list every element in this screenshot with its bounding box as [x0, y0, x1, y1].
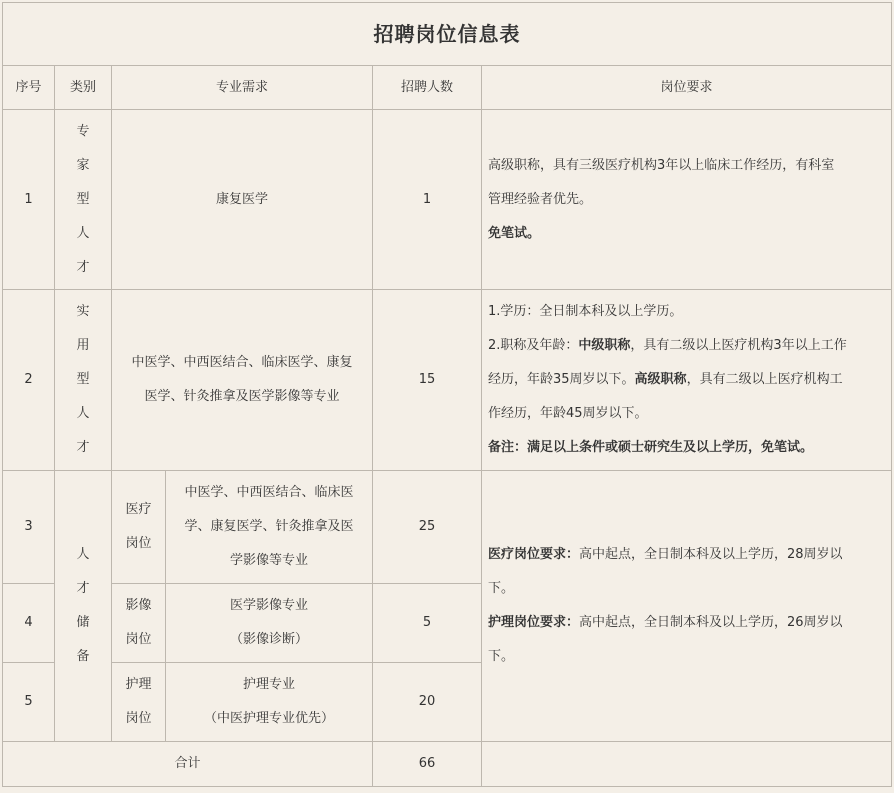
seq-cell: 3 — [3, 471, 55, 584]
requirement-line — [488, 329, 885, 363]
seq-cell: 2 — [3, 290, 55, 471]
subcategory-line: 岗位 — [125, 632, 152, 647]
table-row — [3, 471, 892, 584]
requirement-line — [488, 431, 885, 465]
total-label: 合计 — [3, 742, 373, 787]
major-line: 医学影像专业 — [229, 598, 308, 613]
requirement-line — [488, 538, 885, 572]
subcategory-line: 医疗 — [125, 502, 152, 517]
recruitment-table — [2, 2, 892, 787]
category-char: 用 — [76, 338, 90, 353]
count-cell: 5 — [373, 584, 482, 663]
category-char: 型 — [76, 191, 90, 207]
category-cell — [55, 290, 112, 471]
subcategory-cell — [112, 663, 166, 742]
requirement-line: 作经历，年龄45周岁以下。 — [488, 406, 648, 421]
category-char: 储 — [76, 615, 90, 630]
major-line: 中医学、中西医结合、临床医学、康复 — [131, 355, 353, 370]
subcategory-line: 岗位 — [125, 536, 152, 551]
count-cell: 25 — [373, 471, 482, 584]
requirement-cell — [482, 290, 892, 471]
major-line: （影像诊断） — [229, 632, 308, 647]
category-cell — [55, 471, 112, 742]
subcategory-line: 护理 — [125, 677, 152, 692]
category-char: 才 — [76, 440, 90, 455]
requirement-text: ，具有二级以上医疗机构3年以上工作 — [630, 338, 847, 353]
category-char: 人 — [76, 547, 90, 562]
requirement-text: 高中起点，全日制本科及以上学历，28周岁以 — [579, 547, 843, 562]
requirement-text: 经历，年龄35周岁以下。 — [488, 372, 635, 387]
requirement-bold-line — [488, 217, 885, 251]
subcategory-line: 影像 — [125, 598, 152, 613]
header-major: 专业需求 — [112, 66, 373, 110]
header-count: 招聘人数 — [373, 66, 482, 110]
subcategory-cell — [112, 471, 166, 584]
table-row — [3, 110, 892, 290]
total-count: 66 — [373, 742, 482, 787]
header-seq: 序号 — [3, 66, 55, 110]
category-char: 实 — [76, 304, 90, 319]
requirement-line — [488, 606, 885, 640]
category-char: 专 — [76, 123, 90, 139]
major-cell — [166, 584, 373, 663]
exam-exempt-note: 免笔试。 — [488, 225, 541, 241]
major-cell — [112, 290, 373, 471]
subcategory-cell — [112, 584, 166, 663]
category-char: 型 — [76, 372, 90, 387]
major-line: 医学、针灸推拿及医学影像等专业 — [144, 389, 340, 404]
header-requirement: 岗位要求 — [482, 66, 892, 110]
category-cell — [55, 110, 112, 290]
major-line: 学影像等专业 — [229, 553, 308, 568]
category-char: 人 — [76, 406, 90, 421]
major-line: 护理专业 — [242, 677, 295, 692]
requirement-note: 备注：满足以上条件或硕士研究生及以上学历，免笔试。 — [488, 440, 814, 455]
total-empty-cell — [482, 742, 892, 787]
requirement-bold-text: 中级职称 — [578, 338, 631, 353]
subcategory-line: 岗位 — [125, 711, 152, 726]
requirement-bold-text: 护理岗位要求： — [488, 615, 580, 630]
seq-cell: 1 — [3, 110, 55, 290]
requirement-line: 下。 — [488, 581, 515, 596]
requirement-cell — [482, 471, 892, 742]
major-cell: 康复医学 — [112, 110, 373, 290]
header-category: 类别 — [55, 66, 112, 110]
requirement-line: 1.学历：全日制本科及以上学历。 — [488, 304, 683, 319]
category-char: 才 — [76, 581, 90, 596]
requirement-line: 高级职称，具有三级医疗机构3年以上临床工作经历，有科室 — [488, 157, 835, 173]
requirement-line: 下。 — [488, 649, 515, 664]
category-char: 才 — [76, 259, 90, 275]
requirement-text: ，具有二级以上医疗机构工 — [686, 372, 843, 387]
table-title: 招聘岗位信息表 — [3, 3, 892, 66]
count-cell: 20 — [373, 663, 482, 742]
count-cell: 15 — [373, 290, 482, 471]
table-row — [3, 290, 892, 471]
count-cell: 1 — [373, 110, 482, 290]
major-line: （中医护理专业优先） — [203, 711, 334, 726]
seq-cell: 4 — [3, 584, 55, 663]
major-line: 中医学、中西医结合、临床医 — [184, 485, 354, 500]
category-char: 备 — [76, 649, 90, 664]
major-line: 学、康复医学、针灸推拿及医 — [184, 519, 354, 534]
total-row — [3, 742, 892, 787]
category-char: 人 — [76, 225, 90, 241]
requirement-text: 2.职称及年龄： — [488, 338, 579, 353]
category-char: 家 — [76, 157, 90, 173]
header-row — [3, 66, 892, 110]
major-cell — [166, 663, 373, 742]
major-cell — [166, 471, 373, 584]
requirement-bold-text: 医疗岗位要求： — [488, 547, 580, 562]
seq-cell: 5 — [3, 663, 55, 742]
requirement-line — [488, 363, 885, 397]
requirement-bold-text: 高级职称 — [634, 372, 687, 387]
requirement-line: 管理经验者优先。 — [488, 191, 593, 207]
requirement-cell — [482, 110, 892, 290]
requirement-text: 高中起点，全日制本科及以上学历，26周岁以 — [579, 615, 843, 630]
